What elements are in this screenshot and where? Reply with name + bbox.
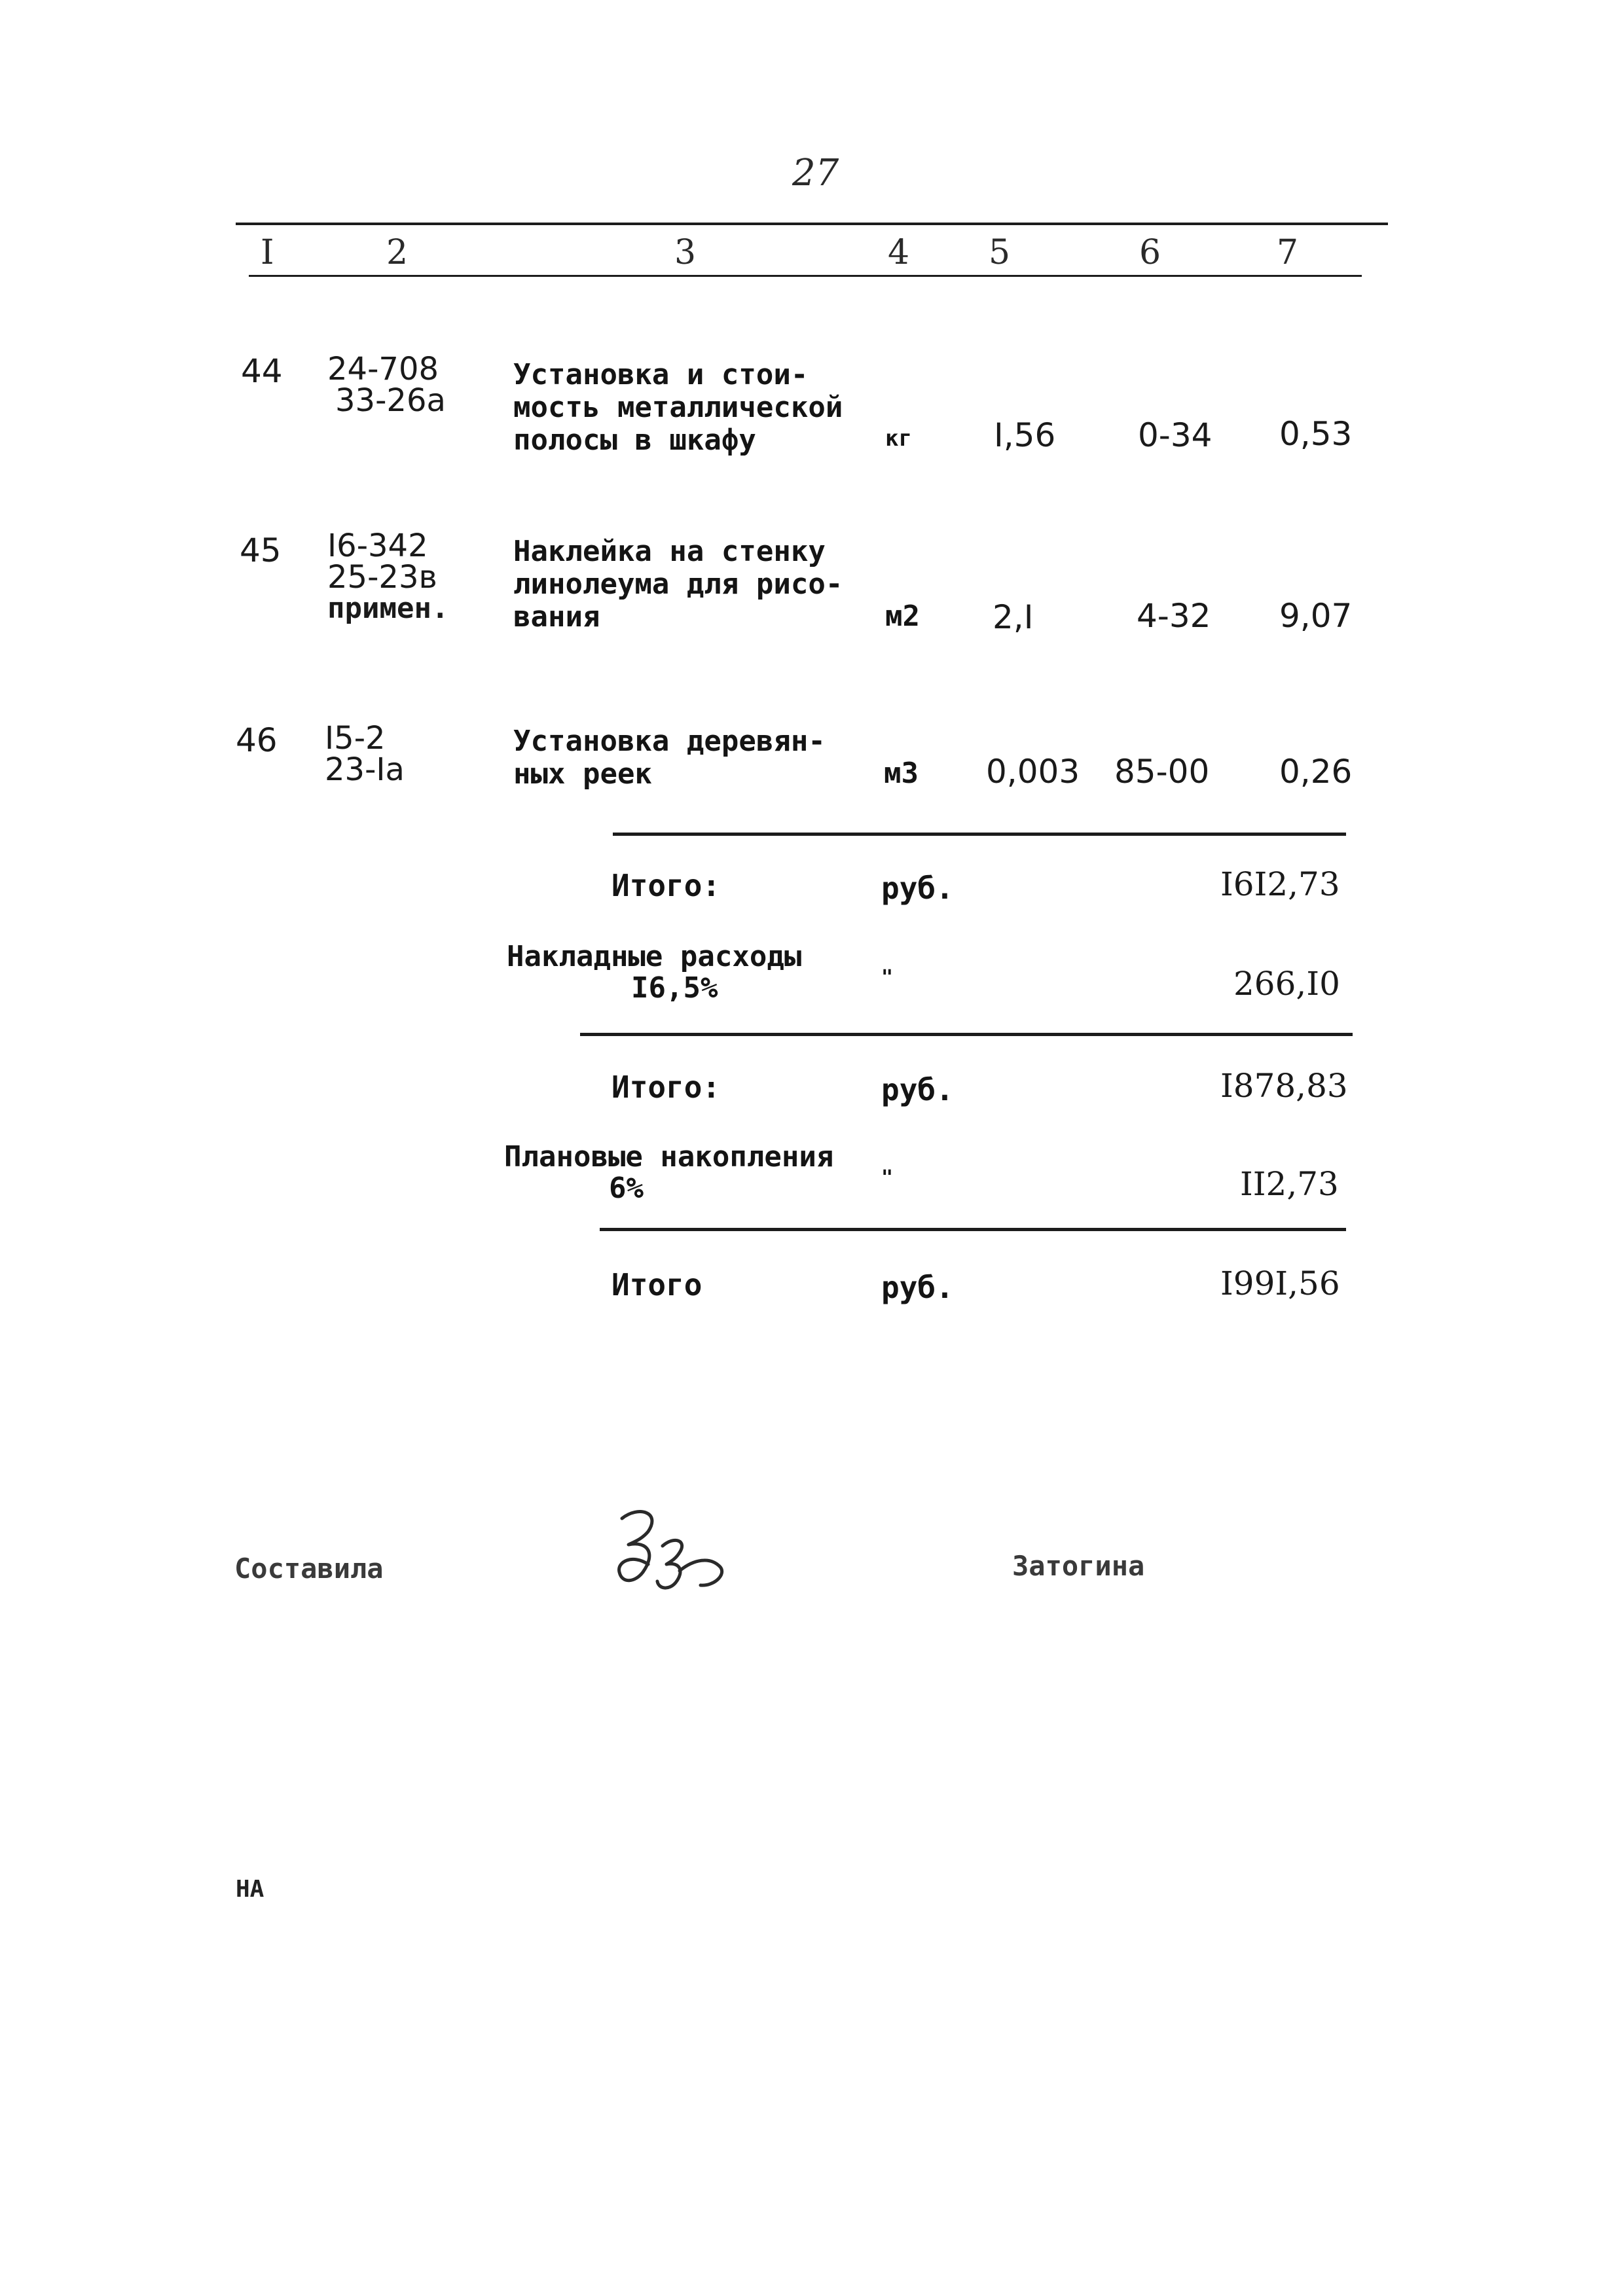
row-price: 85-00 bbox=[1114, 753, 1210, 791]
row-price: 4-32 bbox=[1137, 597, 1211, 635]
row-number: 44 bbox=[241, 352, 283, 390]
column-header-1: I bbox=[261, 233, 274, 272]
planned-savings-block bbox=[504, 1141, 833, 1204]
header-bottom-rule bbox=[249, 275, 1362, 277]
subtotal-1-value: I6I2,73 bbox=[1220, 865, 1340, 903]
code-line: I6-342 bbox=[327, 528, 428, 564]
column-header-2: 2 bbox=[386, 233, 409, 272]
row-total: 0,53 bbox=[1279, 415, 1353, 453]
overhead-block bbox=[507, 941, 801, 1004]
description-line: полосы в шкафу bbox=[513, 423, 756, 457]
code-line: 33-26а bbox=[335, 382, 446, 419]
row-description bbox=[513, 535, 843, 634]
overhead-value: 266,I0 bbox=[1233, 965, 1340, 1003]
row-description bbox=[513, 725, 826, 791]
code-line: I5-2 bbox=[325, 720, 386, 757]
column-header-5: 5 bbox=[989, 233, 1011, 272]
row-price: 0-34 bbox=[1138, 416, 1213, 454]
grand-total-unit: руб. bbox=[881, 1270, 954, 1305]
row-quantity: I,56 bbox=[994, 416, 1056, 454]
compiled-by-label: Составила bbox=[234, 1552, 384, 1585]
code-line: 23-Iа bbox=[325, 751, 405, 788]
code-line: примен. bbox=[327, 592, 449, 625]
column-header-7: 7 bbox=[1277, 233, 1299, 272]
signature-image bbox=[602, 1499, 746, 1604]
grand-total-label: Итого bbox=[611, 1267, 702, 1302]
overhead-label: Накладные расходы bbox=[507, 940, 802, 973]
row-unit: м3 bbox=[884, 757, 919, 790]
row-description bbox=[513, 359, 843, 457]
row-quantity: 0,003 bbox=[986, 753, 1080, 791]
description-line: линолеума для рисо- bbox=[513, 567, 843, 601]
header-top-rule bbox=[236, 223, 1388, 225]
row-codes bbox=[325, 720, 405, 788]
description-line: вания bbox=[513, 600, 600, 634]
subtotal-2-label: Итого: bbox=[611, 1069, 721, 1105]
planned-savings-label: Плановые накопления bbox=[504, 1140, 834, 1174]
row-unit: кг bbox=[885, 425, 912, 452]
row-total: 0,26 bbox=[1279, 753, 1353, 791]
checked-by-label: Затогина bbox=[1012, 1550, 1145, 1582]
row-number: 46 bbox=[236, 721, 278, 759]
description-line: Наклейка на стенку bbox=[513, 535, 826, 568]
row-quantity: 2,I bbox=[993, 598, 1034, 636]
planned-savings-value: II2,73 bbox=[1240, 1165, 1339, 1203]
row-total: 9,07 bbox=[1279, 597, 1353, 635]
row-unit: м2 bbox=[885, 600, 920, 633]
planned-savings-rate: 6% bbox=[609, 1172, 644, 1205]
planned-savings-unit: " bbox=[881, 1166, 894, 1189]
row-codes bbox=[327, 530, 448, 624]
overhead-rate: I6,5% bbox=[631, 971, 718, 1005]
row-codes bbox=[327, 351, 446, 419]
description-line: ных реек bbox=[513, 757, 652, 791]
overhead-unit: " bbox=[881, 966, 894, 989]
description-line: мость металлической bbox=[513, 391, 843, 424]
page-number: 27 bbox=[792, 152, 839, 194]
column-header-3: 3 bbox=[674, 233, 697, 272]
row-number: 45 bbox=[240, 531, 282, 569]
subtotal-1-label: Итого: bbox=[611, 868, 721, 903]
subtotal-2-unit: руб. bbox=[881, 1072, 954, 1107]
totals-rule-3 bbox=[600, 1228, 1346, 1231]
column-header-4: 4 bbox=[888, 233, 910, 272]
description-line: Установка деревян- bbox=[513, 725, 826, 758]
document-mark: НА bbox=[236, 1876, 264, 1903]
column-header-6: 6 bbox=[1139, 233, 1161, 272]
description-line: Установка и стои- bbox=[513, 358, 809, 391]
code-line: 25-23в bbox=[327, 559, 437, 596]
grand-total-value: I99I,56 bbox=[1220, 1265, 1340, 1302]
subtotal-1-unit: руб. bbox=[881, 870, 954, 906]
totals-rule-1 bbox=[613, 833, 1346, 836]
totals-rule-2 bbox=[580, 1033, 1353, 1036]
subtotal-2-value: I878,83 bbox=[1220, 1067, 1348, 1105]
code-line: 24-708 bbox=[327, 351, 439, 387]
